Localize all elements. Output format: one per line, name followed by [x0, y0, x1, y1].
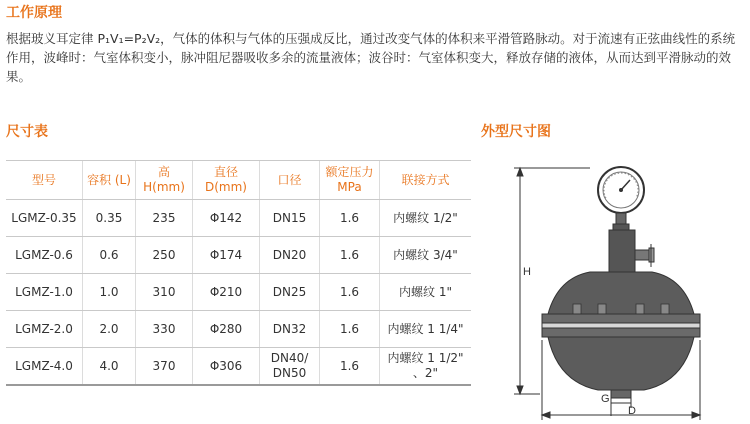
cell-height: 250 — [136, 237, 193, 274]
header-diameter: 直径 D(mm) — [193, 161, 260, 200]
flange-assembly — [542, 314, 700, 337]
cell-model: LGMZ-0.35 — [6, 200, 83, 237]
top-dome — [548, 272, 694, 314]
dimension-drawing — [480, 150, 740, 422]
cell-port: DN20 — [260, 237, 320, 274]
cell-diameter: Φ306 — [193, 348, 260, 386]
pressure-gauge-icon — [598, 167, 644, 230]
cell-model: LGMZ-0.6 — [6, 237, 83, 274]
size-table — [6, 160, 471, 386]
header-height: 高 H(mm) — [136, 161, 193, 200]
cell-volume: 2.0 — [83, 311, 136, 348]
table-row — [6, 274, 471, 311]
cell-model: LGMZ-2.0 — [6, 311, 83, 348]
cell-model: LGMZ-4.0 — [6, 348, 83, 386]
table-row — [6, 200, 471, 237]
g-label: G — [601, 393, 610, 405]
cell-volume: 0.35 — [83, 200, 136, 237]
bottom-port — [611, 390, 631, 398]
header-connection: 联接方式 — [380, 161, 472, 200]
cell-port: DN40/ DN50 — [260, 348, 320, 386]
cell-diameter: Φ280 — [193, 311, 260, 348]
cell-volume: 1.0 — [83, 274, 136, 311]
connector-block — [609, 230, 654, 276]
height-label: H — [523, 266, 531, 278]
drawing-title: 外型尺寸图 — [481, 124, 551, 140]
cell-height: 310 — [136, 274, 193, 311]
bottom-dome — [548, 337, 694, 390]
header-port: 口径 — [260, 161, 320, 200]
cell-height: 330 — [136, 311, 193, 348]
table-row — [6, 348, 471, 386]
table-row — [6, 237, 471, 274]
cell-diameter: Φ174 — [193, 237, 260, 274]
header-volume: 容积 (L) — [83, 161, 136, 200]
cell-connection: 内螺纹 1" — [380, 274, 472, 311]
cell-port: DN15 — [260, 200, 320, 237]
d-label: D — [628, 405, 636, 417]
cell-port: DN32 — [260, 311, 320, 348]
cell-height: 235 — [136, 200, 193, 237]
cell-pressure: 1.6 — [320, 237, 380, 274]
cell-pressure: 1.6 — [320, 274, 380, 311]
cell-pressure: 1.6 — [320, 200, 380, 237]
table-row — [6, 311, 471, 348]
cell-connection: 内螺纹 1 1/4" — [380, 311, 472, 348]
cell-volume: 4.0 — [83, 348, 136, 386]
cell-model: LGMZ-1.0 — [6, 274, 83, 311]
cell-pressure: 1.6 — [320, 311, 380, 348]
cell-pressure: 1.6 — [320, 348, 380, 386]
cell-connection: 内螺纹 1 1/2" 、2" — [380, 348, 472, 386]
principle-title: 工作原理 — [6, 5, 62, 21]
cell-volume: 0.6 — [83, 237, 136, 274]
table-header-row — [6, 161, 471, 200]
cell-diameter: Φ210 — [193, 274, 260, 311]
cell-connection: 内螺纹 1/2" — [380, 200, 472, 237]
cell-height: 370 — [136, 348, 193, 386]
principle-text: 根据玻义耳定律 P₁V₁=P₂V₂，气体的体积与气体的压强成反比，通过改变气体的体积来平滑管路脉动。对于流速有正弦曲线性的系统作用，波峰时：气室体积变小，脉冲阻尼器吸收多余的流量液体；波谷时：气室体积变大，释放存储的液体，从而达到平滑脉动的效果。 — [6, 31, 736, 84]
cell-connection: 内螺纹 3/4" — [380, 237, 472, 274]
size-table-title: 尺寸表 — [6, 124, 48, 140]
cell-diameter: Φ142 — [193, 200, 260, 237]
cell-port: DN25 — [260, 274, 320, 311]
header-model: 型号 — [6, 161, 83, 200]
header-pressure: 额定压力 MPa — [320, 161, 380, 200]
